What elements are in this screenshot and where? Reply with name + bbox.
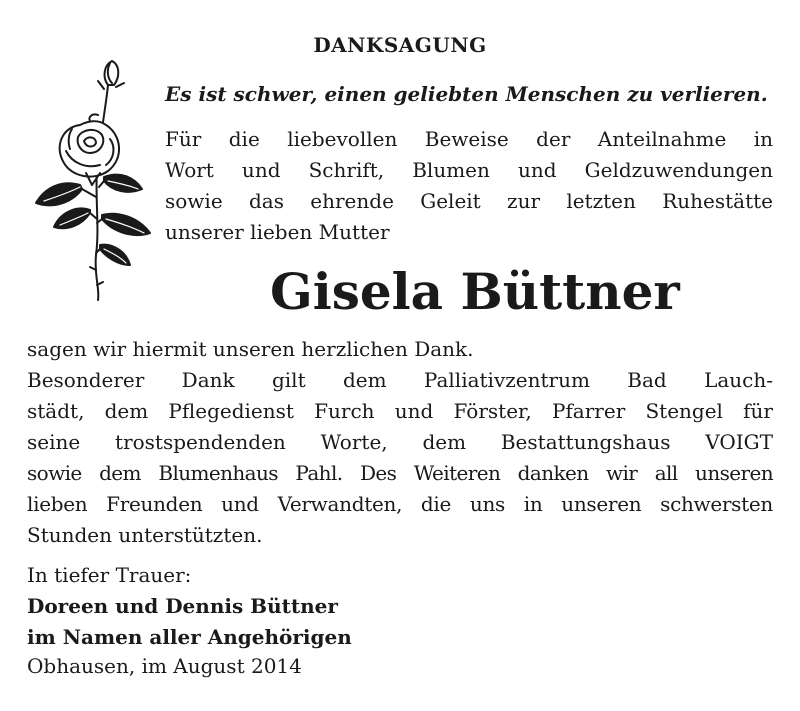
body-line: städt, dem Pflegedienst Furch und Förster, Pfarrer Stengel für (27, 399, 773, 423)
signers-note: im Namen aller Angehörigen (27, 625, 352, 649)
thanks-paragraph (27, 334, 773, 551)
closing-block (27, 560, 527, 653)
body-line: seine trostspendenden Worte, dem Bestattungshaus VOIGT (27, 430, 773, 454)
signers: Doreen und Dennis Büttner (27, 594, 338, 618)
notice-title: DANKSAGUNG (313, 33, 487, 57)
intro-line: sowie das ehrende Geleit zur letzten Ruhestätte (165, 189, 773, 213)
body-line: sagen wir hiermit unseren herzlichen Dank. (27, 337, 474, 361)
closing-intro: In tiefer Trauer: (27, 563, 192, 587)
body-line: Besonderer Dank gilt dem Palliativzentrum Bad Lauch- (27, 368, 773, 392)
intro-paragraph (165, 124, 773, 248)
notice-motto: Es ist schwer, einen geliebten Menschen zu verlieren. (165, 82, 768, 106)
place-date: Obhausen, im August 2014 (27, 654, 302, 678)
intro-line: unserer lieben Mutter (165, 220, 390, 244)
rose-icon (20, 55, 160, 305)
body-line: Stunden unterstützten. (27, 523, 263, 547)
body-line: sowie dem Blumenhaus Pahl. Des Weiteren danken wir all unseren (27, 461, 773, 485)
deceased-name: Gisela Büttner (270, 262, 680, 321)
intro-line: Für die liebevollen Beweise der Anteilnahme in (165, 127, 773, 151)
body-line: lieben Freunden und Verwandten, die uns in unseren schwersten (27, 492, 773, 516)
intro-line: Wort und Schrift, Blumen und Geldzuwendungen (165, 158, 773, 182)
